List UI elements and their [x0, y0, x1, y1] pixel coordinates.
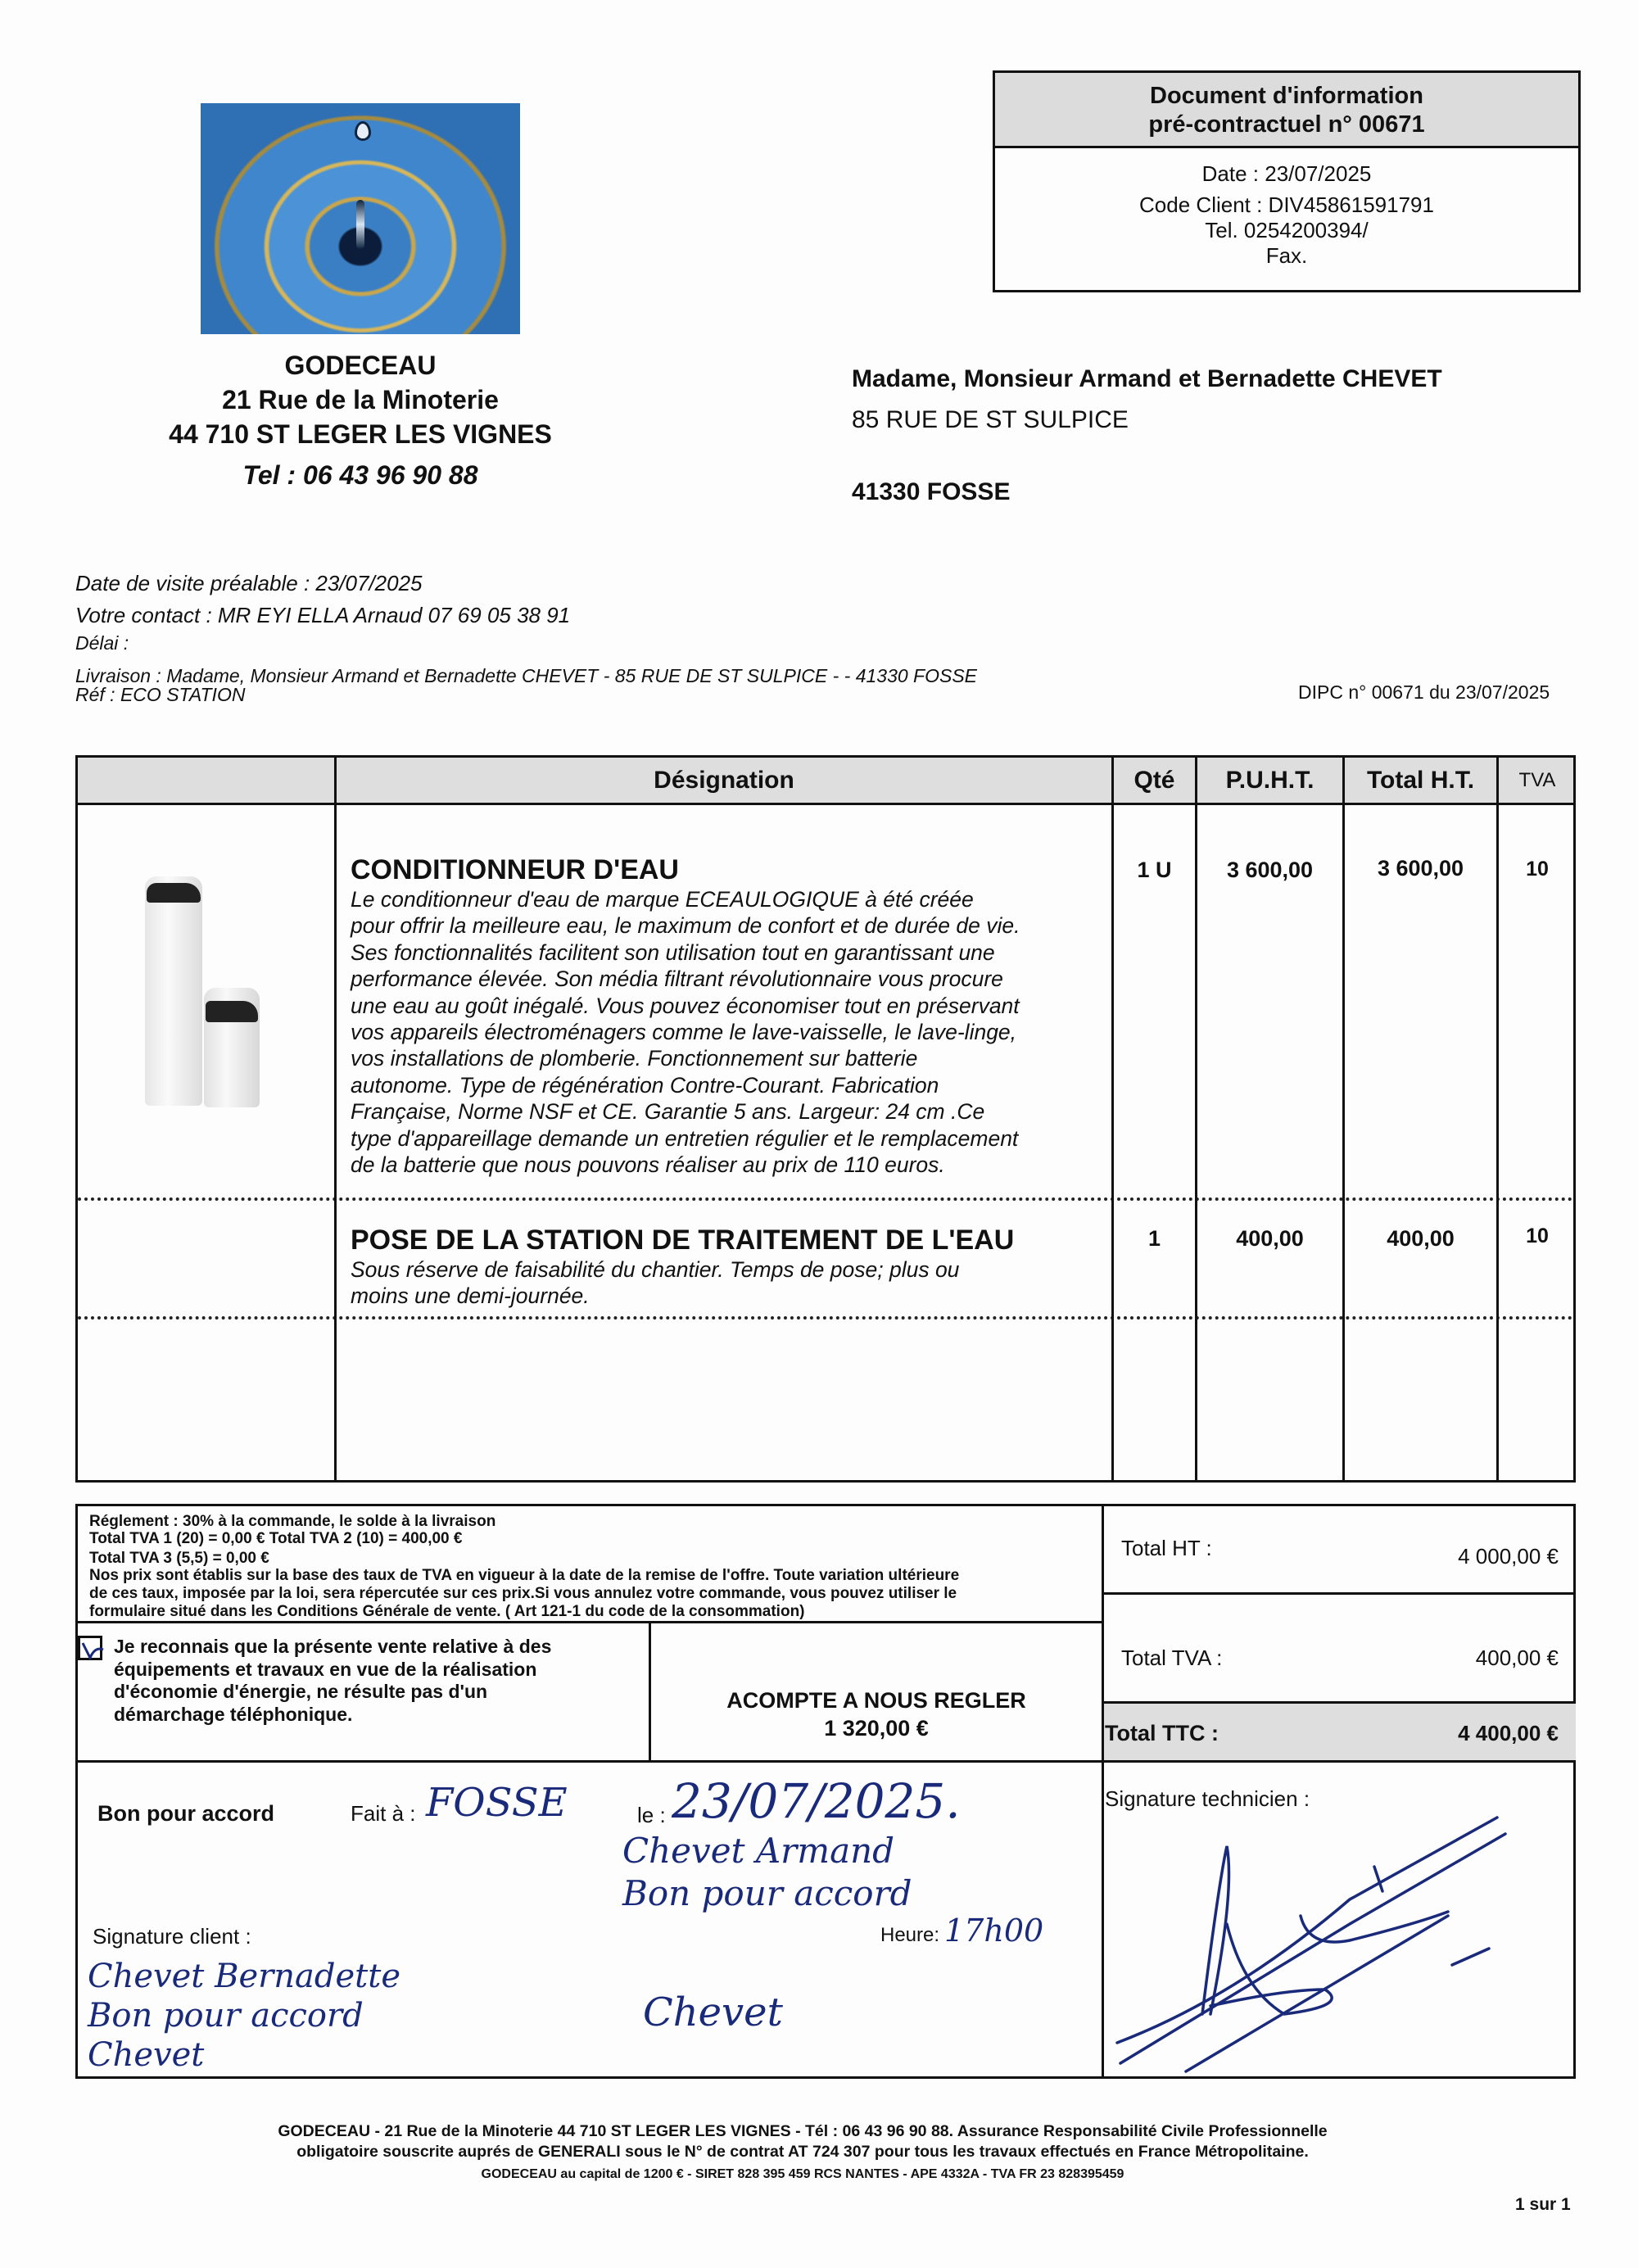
description-line: Ses fonctionnalités facilitent son utilisation tout en garantissant une: [351, 939, 995, 965]
acknowledgement-text: [114, 1636, 551, 1726]
document-info-box: [993, 70, 1581, 292]
acknowledgement-line: Je reconnais que la présente vente relative à des: [114, 1636, 552, 1657]
total-ttc-value: 4 400,00 €: [1458, 1721, 1559, 1745]
checkmark-icon: [80, 1638, 105, 1663]
item-unit-price: 3 600,00: [1226, 858, 1314, 882]
acknowledgement-line: équipements et travaux en vue de la réalisation: [114, 1658, 537, 1680]
vat-line-1: Total TVA 1 (20) = 0,00 € Total TVA 2 (10) = 400,00 €: [89, 1530, 463, 1547]
acknowledgement-line: d'économie d'énergie, ne résulte pas d'un: [114, 1681, 488, 1702]
description-line: vos appareils électroménagers comme le lave-vaisselle, le lave-linge,: [351, 1020, 1017, 1045]
notice-line: de ces taux, imposée par la loi, sera répercutée sur ces prix.Si vous annulez votre commande, vous pouvez utiliser le: [89, 1585, 957, 1602]
vat-notice: [89, 1567, 1088, 1621]
description-line: autonome. Type de régénération Contre-Courant. Fabrication: [351, 1072, 939, 1098]
header-total: Total H.T.: [1366, 767, 1475, 794]
place-label: Fait à :: [351, 1801, 416, 1826]
item-title: POSE DE LA STATION DE TRAITEMENT DE L'EAU: [351, 1225, 1015, 1256]
item-description: [351, 886, 1104, 1178]
company-city: 44 710 ST LEGER LES VIGNES: [169, 419, 552, 449]
company-phone: Tel : 06 43 96 90 88: [242, 460, 478, 490]
description-line: Française, Norme NSF et CE. Garantie 5 ans. Largeur: 24 cm .Ce: [351, 1099, 985, 1125]
description-line: moins une demi-journée.: [351, 1283, 590, 1309]
item-vat: 10: [1526, 1225, 1549, 1247]
water-drop-logo: [201, 103, 520, 334]
second-client-note[interactable]: [622, 1830, 912, 1915]
client-signature[interactable]: [88, 1957, 400, 2075]
item-total: 400,00: [1387, 1226, 1455, 1251]
table-row: [351, 1225, 1104, 1310]
total-tva-label: Total TVA :: [1121, 1646, 1223, 1670]
handwritten-line: Bon pour accord: [622, 1873, 912, 1913]
total-ttc-label: Total TTC :: [1105, 1721, 1219, 1745]
reference: Réf : ECO STATION: [75, 684, 246, 705]
payment-terms: [89, 1513, 1088, 1621]
client-name: Madame, Monsieur Armand et Bernadette CHEVET: [852, 365, 1442, 392]
summary-section: [75, 1504, 1576, 2079]
payment-line: Réglement : 30% à la commande, le solde à la livraison: [89, 1513, 496, 1530]
visit-date: Date de visite préalable : 23/07/2025: [75, 571, 423, 595]
handwritten-line: Bon pour accord: [88, 1997, 364, 2035]
description-line: une eau au goût inégalé. Vous pouvez économiser tout en préservant: [351, 993, 1020, 1018]
handwritten-line: Chevet Bernadette: [88, 1958, 400, 1995]
handwritten-line: Chevet Armand: [622, 1831, 895, 1871]
client-code: Code Client : DIV45861591791: [1139, 192, 1434, 217]
document-title-line2: pré-contractuel n° 00671: [1148, 111, 1425, 138]
water-softener-product-image: [137, 867, 268, 1112]
item-title: CONDITIONNEUR D'EAU: [351, 854, 679, 885]
deposit-label: ACOMPTE A NOUS REGLER: [726, 1688, 1026, 1713]
notice-line: formulaire situé dans les Conditions Générale de vente. ( Art 121-1 du code de la consommation): [89, 1603, 805, 1620]
description-line: vos installations de plomberie. Fonctionnement sur batterie: [351, 1046, 918, 1071]
client-fax: Fax.: [1265, 243, 1308, 268]
item-vat: 10: [1526, 858, 1549, 880]
total-ht-label: Total HT :: [1121, 1536, 1212, 1560]
total-tva-value: 400,00 €: [1475, 1646, 1559, 1670]
acknowledgement-checkbox[interactable]: [78, 1636, 102, 1660]
dipc-number: DIPC n° 00671 du 23/07/2025: [1298, 681, 1550, 703]
item-unit-price: 400,00: [1236, 1226, 1304, 1251]
header-vat: TVA: [1518, 769, 1556, 791]
client-street: 85 RUE DE ST SULPICE: [852, 406, 1129, 433]
acknowledgement-line: démarchage téléphonique.: [114, 1703, 353, 1725]
technician-signature-label: Signature technicien :: [1105, 1786, 1310, 1811]
item-qty: 1: [1147, 1226, 1161, 1251]
table-row: [351, 854, 1104, 1178]
company-name: GODECEAU: [284, 351, 437, 380]
header-unit-price: P.U.H.T.: [1225, 767, 1314, 794]
vat-line-2: Total TVA 3 (5,5) = 0,00 €: [89, 1550, 269, 1567]
page-number: 1 sur 1: [1515, 2195, 1571, 2214]
agreement-label: Bon pour accord: [97, 1801, 275, 1826]
date-label: le :: [637, 1803, 666, 1827]
notice-line: Nos prix sont établis sur la base des taux de TVA en vigueur à la date de la remise de l'offre. Toute variation ultérieure: [89, 1567, 960, 1584]
footer-line-1: GODECEAU - 21 Rue de la Minoterie 44 710 ST LEGER LES VIGNES - Tél : 06 43 96 90 88. Assurance Responsabilité Civile Professionnelle: [278, 2122, 1328, 2140]
description-line: de la batterie que nous pouvons réaliser au prix de 110 euros.: [351, 1152, 945, 1178]
company-street: 21 Rue de la Minoterie: [222, 385, 499, 414]
delay: Délai :: [75, 632, 129, 654]
date-value[interactable]: 23/07/2025.: [672, 1773, 961, 1829]
second-client-signature[interactable]: Chevet: [643, 1990, 783, 2035]
document-date: Date : 23/07/2025: [1201, 161, 1372, 186]
deposit-amount: 1 320,00 €: [824, 1716, 929, 1741]
description-line: Le conditionneur d'eau de marque ECEAULOGIQUE à été créée: [351, 887, 974, 912]
document-title-line1: Document d'information: [1150, 83, 1423, 109]
technician-signature[interactable]: [1104, 1768, 1576, 2080]
description-line: performance élevée. Son média filtrant révolutionnaire vous procure: [351, 967, 1003, 992]
description-line: pour offrir la meilleure eau, le maximum de confort et de durée de vie.: [351, 913, 1020, 939]
client-city: 41330 FOSSE: [852, 478, 1011, 505]
deposit-box: [651, 1686, 1102, 1742]
footer-line-2: obligatoire souscrite auprés de GENERALI sous le N° de contrat AT 724 307 pour tous les travaux effectués en France Métropolitaine.: [296, 2143, 1309, 2161]
time-value[interactable]: 17h00: [944, 1913, 1044, 1949]
client-signature-label: Signature client :: [93, 1924, 251, 1949]
item-total: 3 600,00: [1377, 856, 1464, 880]
header-qty: Qté: [1133, 767, 1175, 794]
item-description: [351, 1256, 1104, 1310]
contact: Votre contact : MR EYI ELLA Arnaud 07 69 05 38 91: [75, 603, 571, 627]
time-label: Heure:: [880, 1924, 940, 1946]
client-tel: Tel. 0254200394/: [1205, 218, 1369, 242]
description-line: type d'appareillage demande un entretien régulier et le remplacement: [351, 1125, 1019, 1151]
item-qty: 1 U: [1137, 858, 1172, 882]
delivery-address: Livraison : Madame, Monsieur Armand et Bernadette CHEVET - 85 RUE DE ST SULPICE - - 41330 FOSSE: [75, 665, 978, 686]
handwritten-line: Chevet: [88, 2036, 205, 2074]
items-table: [75, 755, 1576, 1483]
place-value[interactable]: FOSSE: [426, 1780, 568, 1826]
description-line: Sous réserve de faisabilité du chantier. Temps de pose; plus ou: [351, 1257, 960, 1282]
header-designation: Désignation: [654, 767, 794, 794]
total-ht-value: 4 000,00 €: [1458, 1544, 1559, 1569]
footer-line-3: GODECEAU au capital de 1200 € - SIRET 828 395 459 RCS NANTES - APE 4332A - TVA FR 23 828395459: [481, 2167, 1124, 2181]
